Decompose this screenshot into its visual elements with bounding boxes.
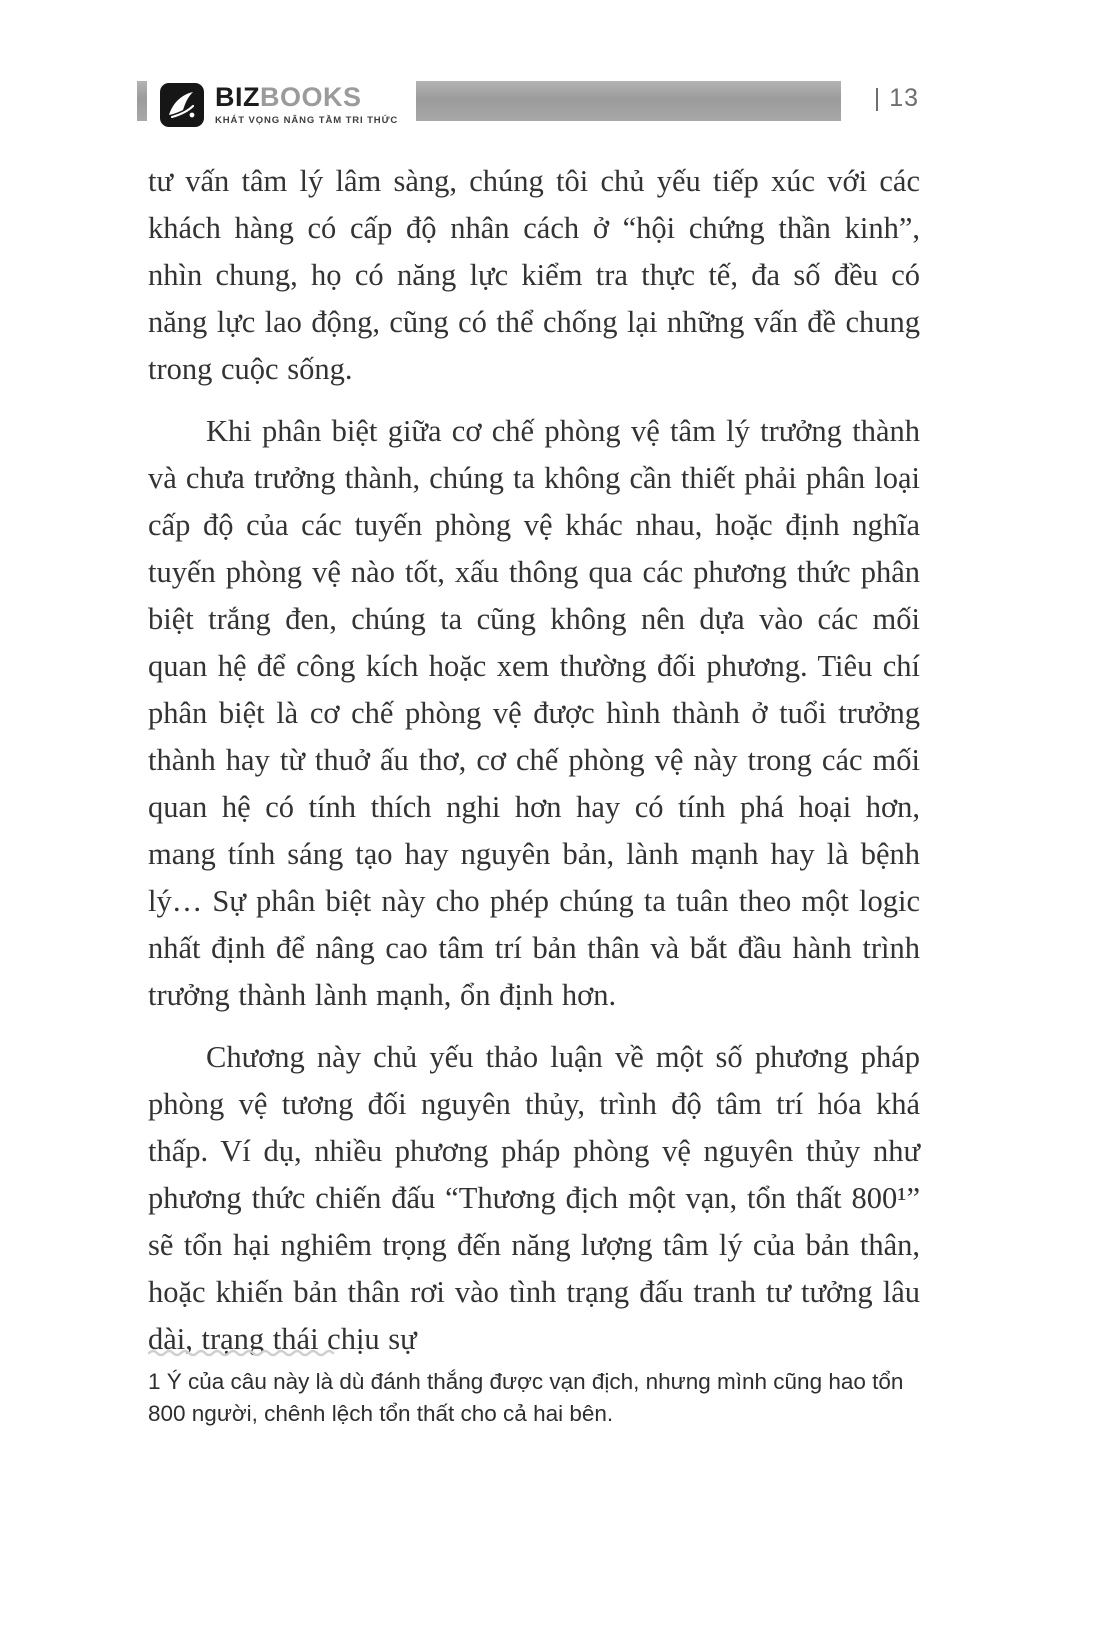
logo-wordmark-books: BOOKS xyxy=(260,82,362,113)
logo-tagline: KHÁT VỌNG NÂNG TẦM TRI THỨC xyxy=(215,115,399,127)
footnote-text: 1 Ý của câu này là dù đánh thắng được vạn địch, nhưng mình cũng hao tổn 800 người, chênh lệch tổn thất cho cả hai bên. xyxy=(148,1369,904,1426)
paragraph-2: Khi phân biệt giữa cơ chế phòng vệ tâm lý trưởng thành và chưa trưởng thành, chúng ta không cần thiết phải phân loại cấp độ của các tuyến phòng vệ khác nhau, hoặc định nghĩa tuyến phòng vệ nào tốt, xấu thông qua các phương thức phân biệt trắng đen, chúng ta cũng không nên dựa vào các mối quan hệ để công kích hoặc xem thường đối phương. Tiêu chí phân biệt là cơ chế phòng vệ được hình thành ở tuổi trưởng thành hay từ thuở ấu thơ, cơ chế phòng vệ này trong các mối quan hệ có tính thích nghi hơn hay có tính phá hoại hơn, mang tính sáng tạo hay nguyên bản, lành mạnh hay là bệnh lý… Sự phân biệt này cho phép chúng ta tuân theo một logic nhất định để nâng cao tâm trí bản thân và bắt đầu hành trình trưởng thành lành mạnh, ổn định hơn. xyxy=(148,414,920,1012)
page-body-text xyxy=(148,158,920,1363)
logo-wordmark xyxy=(215,84,398,111)
logo-text xyxy=(215,84,398,126)
paragraph-3: Chương này chủ yếu thảo luận về một số phương pháp phòng vệ tương đối nguyên thủy, trình độ tâm trí hóa khá thấp. Ví dụ, nhiều phương pháp phòng vệ nguyên thủy như phương thức chiến đấu “Thương địch một vạn, tổn thất 800¹” sẽ tổn hại nghiêm trọng đến năng lượng tâm lý của bản thân, hoặc khiến bản thân rơi vào tình trạng đấu tranh tư tưởng lâu dài, trạng thái chịu sự xyxy=(148,1040,920,1356)
footnote-area xyxy=(148,1348,920,1430)
logo-wordmark-biz: BIZ xyxy=(215,82,260,113)
page-header xyxy=(137,76,919,126)
paragraph-1: tư vấn tâm lý lâm sàng, chúng tôi chủ yếu tiếp xúc với các khách hàng có cấp độ nhân cách ở “hội chứng thần kinh”, nhìn chung, họ có năng lực kiểm tra thực tế, đa số đều có năng lực lao động, cũng có thể chống lại những vấn đề chung trong cuộc sống. xyxy=(148,164,920,386)
page-number: | 13 xyxy=(873,84,919,112)
bizbooks-stamp-icon xyxy=(159,82,205,128)
footnote-wavy-separator-icon xyxy=(148,1348,338,1358)
bizbooks-logo xyxy=(147,70,416,140)
